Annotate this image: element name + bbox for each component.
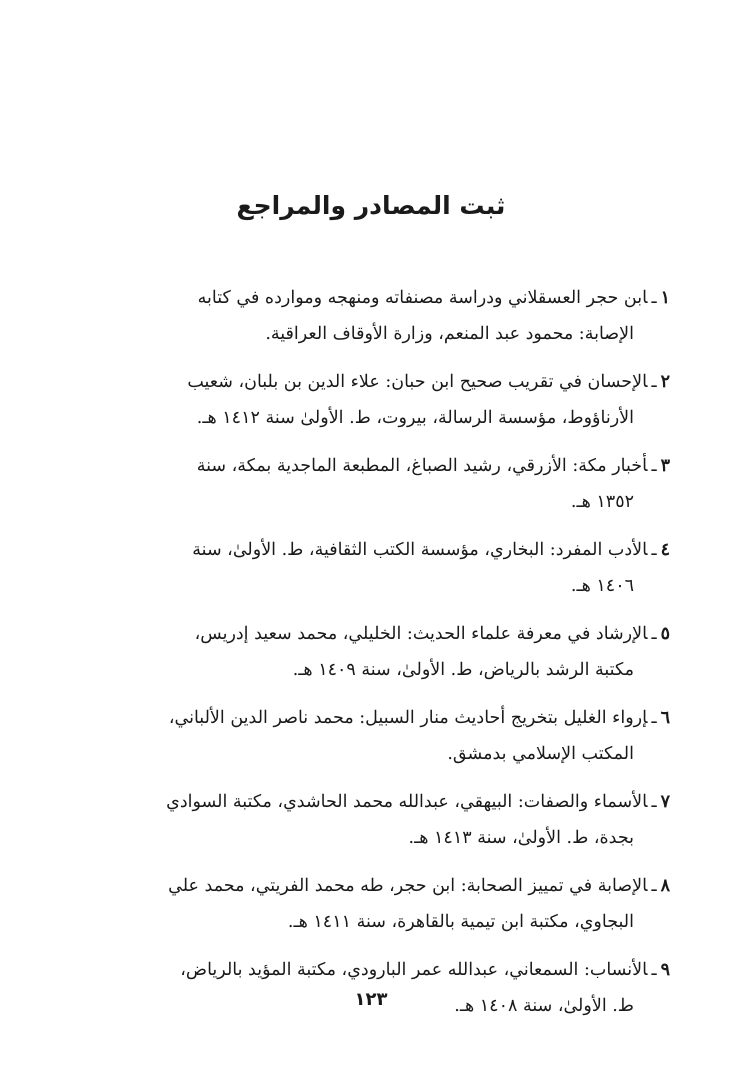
page-title: ثبت المصادر والمراجع <box>236 191 506 220</box>
reference-dash: ـ <box>651 372 657 392</box>
reference-item <box>108 784 670 856</box>
reference-number: ٨ <box>660 876 670 896</box>
reference-text: الإصابة في تمييز الصحابة: ابن حجر، طه محمد الفريتي، محمد علي <box>168 876 648 896</box>
reference-dash: ـ <box>651 960 657 980</box>
reference-continuation: ط. الأولىٰ، سنة ١٤٠٨ هـ. <box>454 996 634 1016</box>
reference-dash: ـ <box>651 624 657 644</box>
reference-text: الأسماء والصفات: البيهقي، عبدالله محمد الحاشدي، مكتبة السوادي <box>166 792 648 812</box>
reference-item <box>108 448 670 520</box>
reference-item <box>108 616 670 688</box>
reference-first-line <box>108 952 670 988</box>
reference-text: أخبار مكة: الأزرقي، رشيد الصباغ، المطبعة الماجدية بمكة، سنة <box>196 456 648 476</box>
reference-item <box>108 700 670 772</box>
reference-dash: ـ <box>651 456 657 476</box>
reference-text: الإحسان في تقريب صحيح ابن حبان: علاء الدين بن بلبان، شعيب <box>187 372 648 392</box>
reference-number: ٧ <box>660 792 670 812</box>
reference-continuation: مكتبة الرشد بالرياض، ط. الأولىٰ، سنة ١٤٠٩ هـ. <box>292 660 634 680</box>
reference-text: ابن حجر العسقلاني ودراسة مصنفاته ومنهجه وموارده في كتابه <box>197 288 648 308</box>
reference-item <box>108 364 670 436</box>
reference-first-line <box>108 448 670 484</box>
reference-number: ٤ <box>660 540 670 560</box>
reference-dash: ـ <box>651 876 657 896</box>
reference-dash: ـ <box>651 288 657 308</box>
reference-text: الإرشاد في معرفة علماء الحديث: الخليلي، محمد سعيد إدريس، <box>194 624 648 644</box>
reference-list <box>108 280 670 1036</box>
reference-first-line <box>108 280 670 316</box>
reference-item <box>108 532 670 604</box>
reference-continuation: بجدة، ط. الأولىٰ، سنة ١٤١٣ هـ. <box>408 828 634 848</box>
reference-continuation: الأرناؤوط، مؤسسة الرسالة، بيروت، ط. الأولىٰ سنة ١٤١٢ هـ. <box>196 408 634 428</box>
reference-continuation: ١٣٥٢ هـ. <box>570 492 634 512</box>
reference-first-line <box>108 532 670 568</box>
reference-continuation: المكتب الإسلامي بدمشق. <box>447 744 634 764</box>
reference-number: ١ <box>660 288 670 308</box>
reference-text: إرواء الغليل بتخريج أحاديث منار السبيل: محمد ناصر الدين الألباني، <box>168 708 648 728</box>
reference-continuation: البجاوي، مكتبة ابن تيمية بالقاهرة، سنة ١٤١١ هـ. <box>287 912 634 932</box>
reference-first-line <box>108 616 670 652</box>
reference-item <box>108 868 670 940</box>
reference-text: الأدب المفرد: البخاري، مؤسسة الكتب الثقافية، ط. الأولىٰ، سنة <box>192 540 648 560</box>
reference-continuation: الإصابة: محمود عبد المنعم، وزارة الأوقاف العراقية. <box>265 324 634 344</box>
reference-item <box>108 280 670 352</box>
reference-number: ٣ <box>660 456 670 476</box>
reference-continuation: ١٤٠٦ هـ. <box>570 576 634 596</box>
reference-dash: ـ <box>651 708 657 728</box>
reference-number: ٩ <box>660 960 670 980</box>
reference-first-line <box>108 700 670 736</box>
reference-dash: ـ <box>651 540 657 560</box>
reference-text: الأنساب: السمعاني، عبدالله عمر البارودي، مكتبة المؤيد بالرياض، <box>180 960 648 980</box>
reference-first-line <box>108 364 670 400</box>
reference-number: ٢ <box>660 372 670 392</box>
page-number: ١٢٣ <box>354 989 388 1010</box>
reference-first-line <box>108 868 670 904</box>
reference-number: ٦ <box>660 708 670 728</box>
reference-number: ٥ <box>660 624 670 644</box>
reference-dash: ـ <box>651 792 657 812</box>
reference-first-line <box>108 784 670 820</box>
